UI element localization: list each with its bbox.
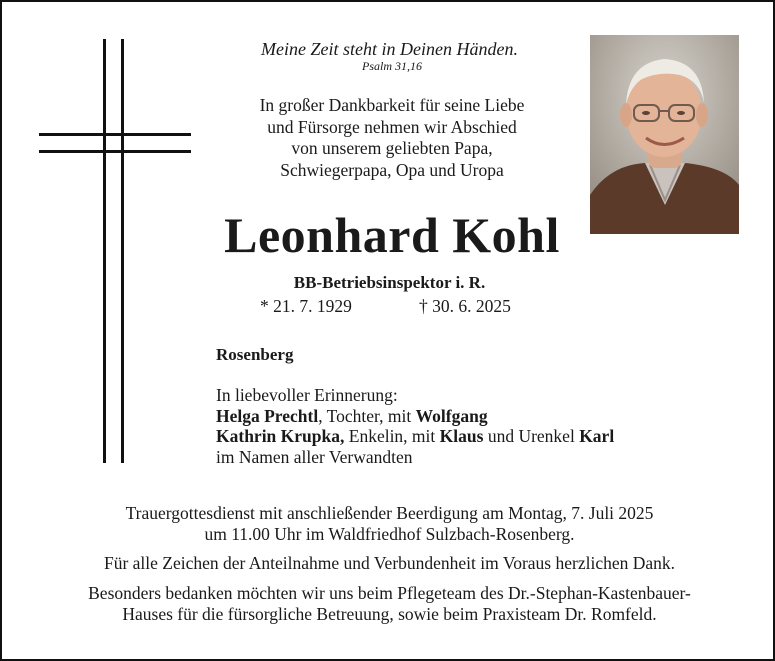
mourner-partner: Wolfgang xyxy=(415,405,488,426)
birth-date: * 21. 7. 1929 xyxy=(260,296,352,316)
death-date: † 30. 6. 2025 xyxy=(419,296,511,316)
special-thanks-line: Hauses für die fürsorgliche Betreuung, sowie beim Praxisteam Dr. Romfeld. xyxy=(122,603,657,624)
mourner-line xyxy=(216,406,696,427)
mourner-relation: , Tochter, mit xyxy=(318,405,416,426)
thanks-text xyxy=(2,553,775,574)
mourner-name: Helga Prechtl xyxy=(216,405,319,426)
bible-verse: Meine Zeit steht in Deinen Händen. xyxy=(261,39,518,59)
mourner-relation: und Urenkel xyxy=(483,426,580,446)
portrait-photo xyxy=(590,35,739,234)
intro-text xyxy=(202,95,582,181)
intro-line: In großer Dankbarkeit für seine Liebe xyxy=(259,95,525,115)
intro-line: Schwiegerpapa, Opa und Uropa xyxy=(280,159,504,180)
service-info xyxy=(2,503,775,544)
mourners-heading: In liebevoller Erinnerung: xyxy=(216,385,398,405)
mourner-child: Karl xyxy=(579,426,615,446)
mourners-block xyxy=(216,385,696,467)
special-thanks xyxy=(2,583,775,624)
portrait-illustration xyxy=(590,35,739,234)
service-line: Trauergottesdienst mit anschließender Beerdigung am Montag, 7. Juli 2025 xyxy=(125,503,654,523)
service-line: um 11.00 Uhr im Waldfriedhof Sulzbach-Rosenberg. xyxy=(204,523,575,544)
hometown: Rosenberg xyxy=(216,345,294,364)
mourner-relation: Enkelin, mit xyxy=(344,426,440,446)
intro-line: und Fürsorge nehmen wir Abschied xyxy=(267,116,517,137)
intro-line: von unserem geliebten Papa, xyxy=(291,138,493,158)
mourner-line xyxy=(216,426,696,447)
verse-source: Psalm 31,16 xyxy=(362,59,422,73)
thanks-line: Für alle Zeichen der Anteilnahme und Verbundenheit im Voraus herzlichen Dank. xyxy=(103,553,676,573)
special-thanks-line: Besonders bedanken möchten wir uns beim Pflegeteam des Dr.-Stephan-Kastenbauer- xyxy=(88,583,691,603)
deceased-title: BB-Betriebsinspektor i. R. xyxy=(293,273,486,292)
mourners-closing: im Namen aller Verwandten xyxy=(216,446,413,467)
mourner-name: Kathrin Krupka, xyxy=(216,426,345,446)
deceased-name: Leonhard Kohl xyxy=(224,207,560,263)
mourner-partner: Klaus xyxy=(439,426,484,446)
